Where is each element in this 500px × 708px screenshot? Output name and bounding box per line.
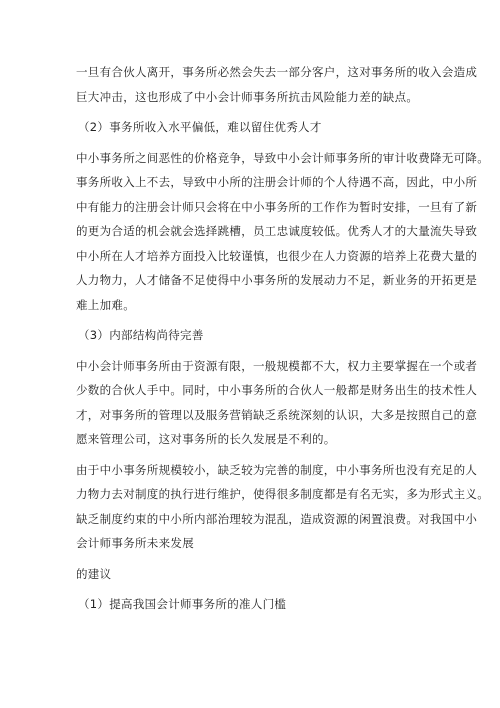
text-line: 人力物力，人才储备不足使得中小事务所的发展动力不足，新业务的开拓更是 bbox=[76, 273, 478, 287]
text-line: 缺乏制度约束的中小所内部治理较为混乱，造成资源的闲置浪费。对我国中小 bbox=[76, 511, 478, 526]
text-line: 的建议 bbox=[76, 566, 112, 581]
text-line: 力物力去对制度的执行进行维护，使得很多制度都是有名无实，多为形式主义。 bbox=[76, 487, 489, 501]
paragraph-price-competition bbox=[76, 146, 489, 318]
text-line: 由于中小事务所规模较小，缺乏较为完善的制度，中小事务所也没有充足的人 bbox=[76, 462, 478, 477]
document-body bbox=[76, 60, 489, 617]
text-line: 巨大冲击，这也形成了中小会计师事务所抗击风险能力差的缺点。 bbox=[76, 89, 419, 104]
text-line: 一旦有合伙人离开，事务所必然会失去一部分客户，这对事务所的收入会造成 bbox=[76, 65, 478, 79]
paragraph-lacking-system bbox=[76, 458, 489, 556]
paragraph-limited-resources bbox=[76, 354, 478, 452]
section-heading-low-income bbox=[76, 115, 436, 140]
paragraph-suggestions bbox=[76, 562, 436, 587]
text-line: 中有能力的注册会计师只会将在中小事务所的工作作为暂时安排，一旦有了新 bbox=[76, 199, 478, 214]
section-heading-entry-threshold bbox=[76, 592, 436, 617]
text-line: 愿来管理公司，这对事务所的长久发展是不利的。 bbox=[76, 432, 336, 446]
text-line: 中小所在人才培养方面投入比较谨慎，也很少在人力资源的培养上花费大量的 bbox=[76, 248, 478, 263]
heading-line: （1）提高我国会计师事务所的准人门槛 bbox=[78, 597, 287, 611]
text-line: 才，对事务所的管理以及服务营销缺乏系统深刻的认识，大多是按照自己的意 bbox=[76, 407, 478, 422]
section-heading-internal-structure bbox=[76, 323, 436, 348]
text-line: 少数的合伙人手中。同时，中小事务所的合伙人一般都是财务出生的技术性人 bbox=[76, 383, 478, 397]
heading-line: （3）内部结构尚待完善 bbox=[78, 328, 204, 342]
text-line: 事务所收入上不去，导致中小所的注册会计师的个人待遇不高，因此，中小所 bbox=[76, 175, 478, 189]
text-line: 会计师事务所未来发展 bbox=[76, 536, 194, 550]
text-line: 中小事务所之间恶性的价格竞争，导致中小会计师事务所的审计收费降无可降。 bbox=[76, 150, 489, 165]
text-line: 的更为合适的机会就会选择跳槽，员工忠诚度较低。优秀人才的大量流失导致 bbox=[76, 224, 478, 238]
paragraph-partner-departure bbox=[76, 60, 478, 109]
text-line: 难上加难。 bbox=[76, 297, 135, 312]
heading-line: （2）事务所收入水平偏低，难以留住优秀人才 bbox=[78, 120, 322, 134]
text-line: 中小会计师事务所由于资源有限，一般规模都不大，权力主要掌握在一个或者 bbox=[76, 358, 478, 373]
